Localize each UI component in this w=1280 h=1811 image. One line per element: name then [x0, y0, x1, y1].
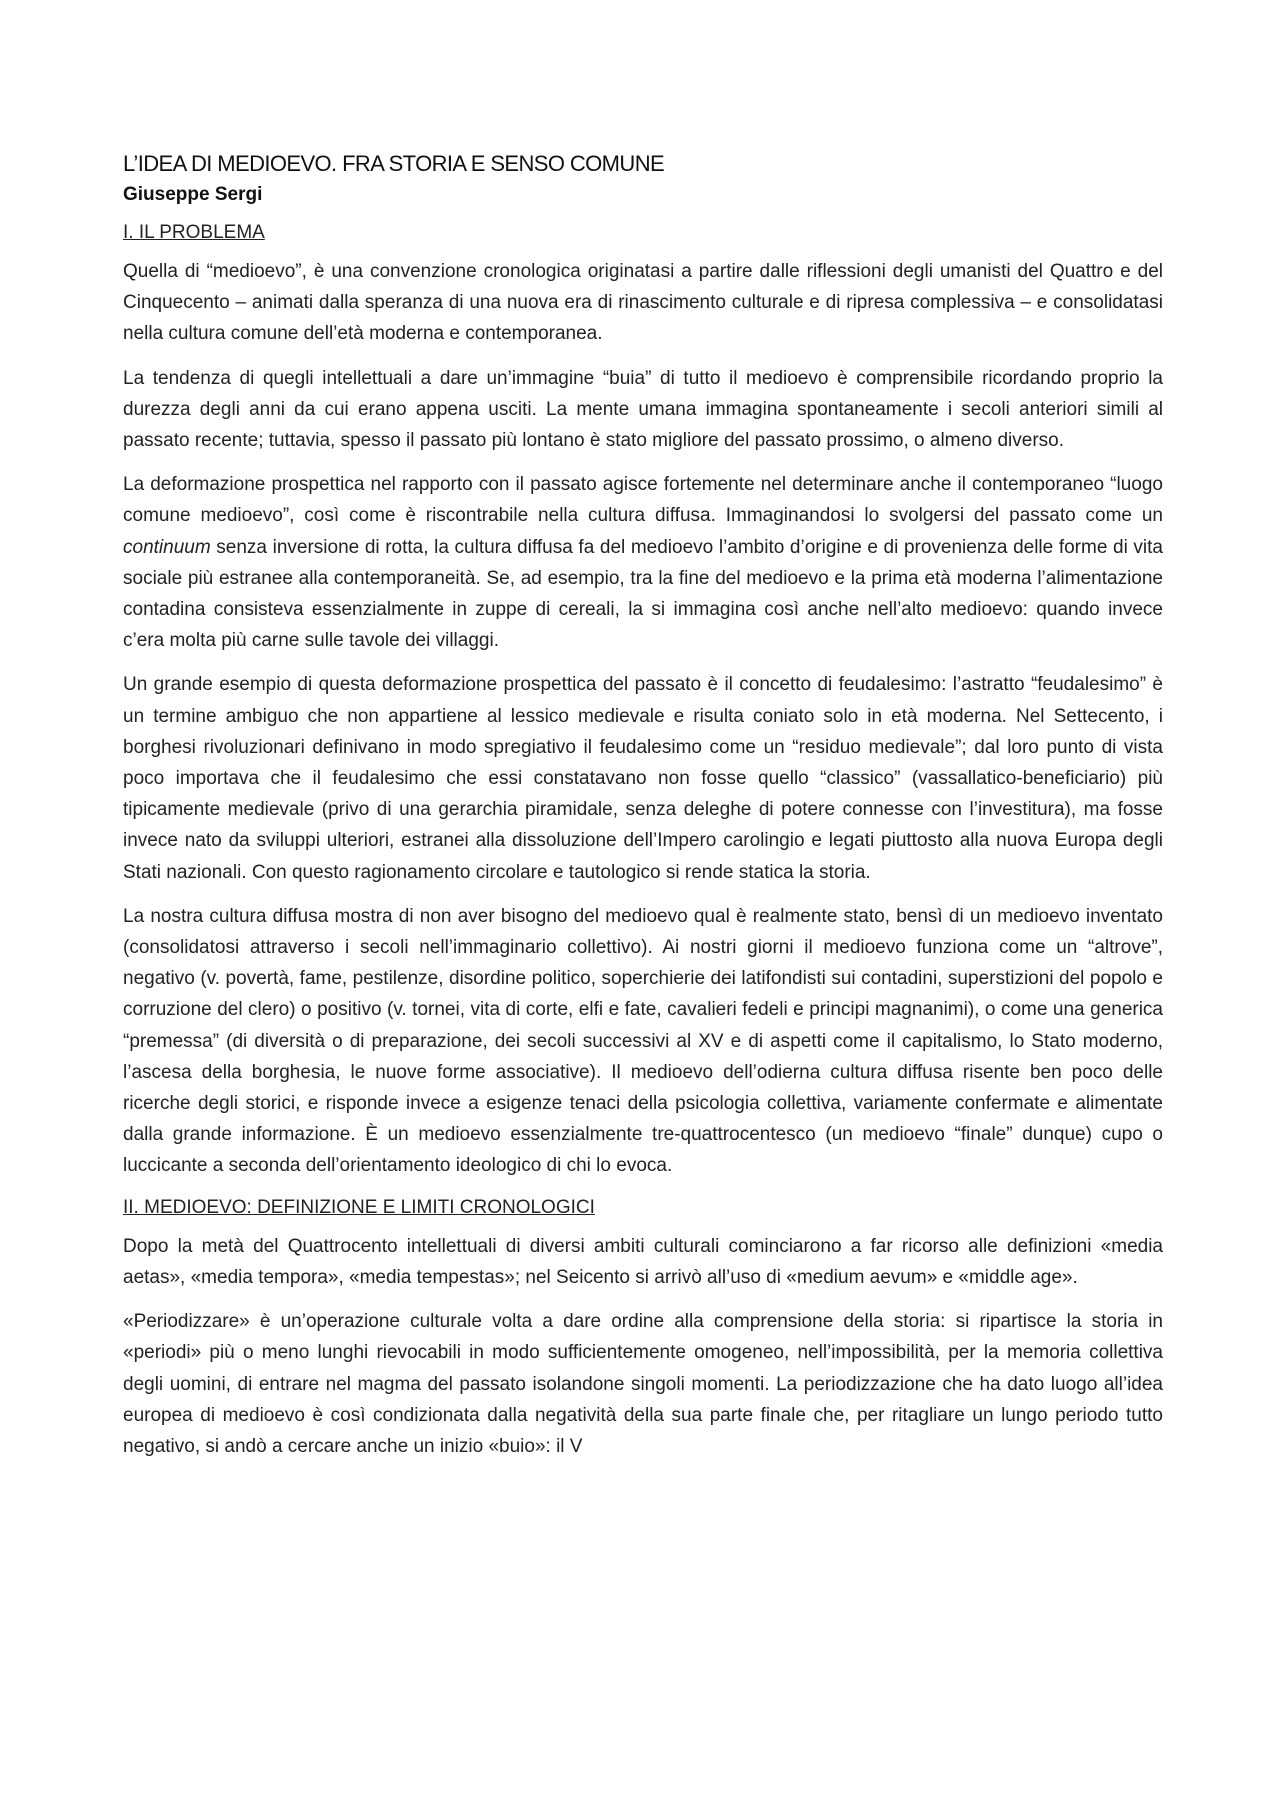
- paragraph: La nostra cultura diffusa mostra di non aver bisogno del medioevo qual è realmente stato, bensì di un medioevo inventato (consolidatosi attraverso i secoli nell’immaginario collettivo). Ai nostri giorni il medioevo funziona come un “altrove”, negativo (v. povertà, fame, pestilenze, disordine politico, soperchierie dei latifondisti sui contadini, superstizioni del popolo e corruzione del clero) o positivo (v. tornei, vita di corte, elfi e fate, cavalieri fedeli e principi magnanimi), o come una generica “premessa” (di diversità o di preparazione, dei secoli successivi al XV e di aspetti come il capitalismo, lo Stato moderno, l’ascesa della borghesia, le nuove forme associative). Il medioevo dell’odierna cultura diffusa risente ben poco delle ricerche degli storici, e risponde invece a esigenze tenaci della psicologia collettiva, variamente confermate e alimentate dalla grande informazione. È un medioevo essenzialmente tre-quattrocentesco (un medioevo “finale” dunque) cupo o luccicante a seconda dell’orientamento ideologico di chi lo evoca.: [123, 905, 1163, 1177]
- italic-term: continuum: [123, 536, 211, 558]
- section-heading-definizione: II. MEDIOEVO: DEFINIZIONE E LIMITI CRONOLOGICI: [123, 1196, 595, 1218]
- paragraph: «Periodizzare» è un’operazione culturale volta a dare ordine alla comprensione della storia: si ripartisce la storia in «periodi» più o meno lunghi rievocabili in modo sufficientemente omogeneo, nell’impossibilità, per la memoria collettiva degli uomini, di entrare nel magma del passato isolandone singoli momenti. La periodizzazione che ha dato luogo all’idea europea di medioevo è così condizionata dalla negatività della sua parte finale che, per ritagliare un lungo periodo tutto negativo, si andò a cercare anche un inizio «buio»: il V: [123, 1311, 1163, 1457]
- paragraph-text: senza inversione di rotta, la cultura diffusa fa del medioevo l’ambito d’origine e di provenienza delle forme di vita sociale più estranee alla contemporaneità. Se, ad esempio, tra la fine del medioevo e la prima età moderna l’alimentazione contadina consisteva essenzialmente in zuppe di cereali, la si immagina così anche nell’alto medioevo: quando invece c’era molta più carne sulle tavole dei villaggi.: [123, 536, 1163, 652]
- document-title: L’IDEA DI MEDIOEVO. FRA STORIA E SENSO COMUNE: [123, 151, 665, 176]
- paragraph: La tendenza di quegli intellettuali a dare un’immagine “buia” di tutto il medioevo è comprensibile ricordando proprio la durezza degli anni da cui erano appena usciti. La mente umana immagina spontaneamente i secoli anteriori simili al passato recente; tuttavia, spesso il passato più lontano è stato migliore del passato prossimo, o almeno diverso.: [123, 367, 1163, 452]
- document-author: Giuseppe Sergi: [123, 184, 263, 205]
- paragraph: [123, 469, 1163, 656]
- paragraph: Quella di “medioevo”, è una convenzione cronologica originatasi a partire dalle riflessioni degli umanisti del Quattro e del Cinquecento – animati dalla speranza di una nuova era di rinascimento culturale e di ripresa complessiva – e consolidatasi nella cultura comune dell’età moderna e contemporanea.: [123, 261, 1163, 345]
- paragraph: Un grande esempio di questa deformazione prospettica del passato è il concetto di feudalesimo: l’astratto “feudalesimo” è un termine ambiguo che non appartiene al lessico medievale e risulta coniato solo in età moderna. Nel Settecento, i borghesi rivoluzionari definivano in modo spregiativo il feudalesimo come un “residuo medievale”; dal loro punto di vista poco importava che il feudalesimo che essi constatavano non fosse quello “classico” (vassallatico-beneficiario) più tipicamente medievale (privo di una gerarchia piramidale, senza deleghe di potere connesse con l’investitura), ma fosse invece nato da sviluppi ulteriori, estranei alla dissoluzione dell’Impero carolingio e legati piuttosto alla nuova Europa degli Stati nazionali. Con questo ragionamento circolare e tautologico si rende statica la storia.: [123, 674, 1163, 883]
- paragraph: Dopo la metà del Quattrocento intellettuali di diversi ambiti culturali cominciarono a far ricorso alle definizioni «media aetas», «media tempora», «media tempestas»; nel Seicento si arrivò all’uso di «medium aevum» e «middle age».: [123, 1235, 1163, 1288]
- document-page: [123, 150, 1163, 1475]
- section-heading-problema: I. IL PROBLEMA: [123, 222, 265, 243]
- paragraph-text: La deformazione prospettica nel rapporto con il passato agisce fortemente nel determinare anche il contemporaneo “luogo comune medioevo”, così come è riscontrabile nella cultura diffusa. Immaginandosi lo svolgersi del passato come un: [123, 474, 1163, 527]
